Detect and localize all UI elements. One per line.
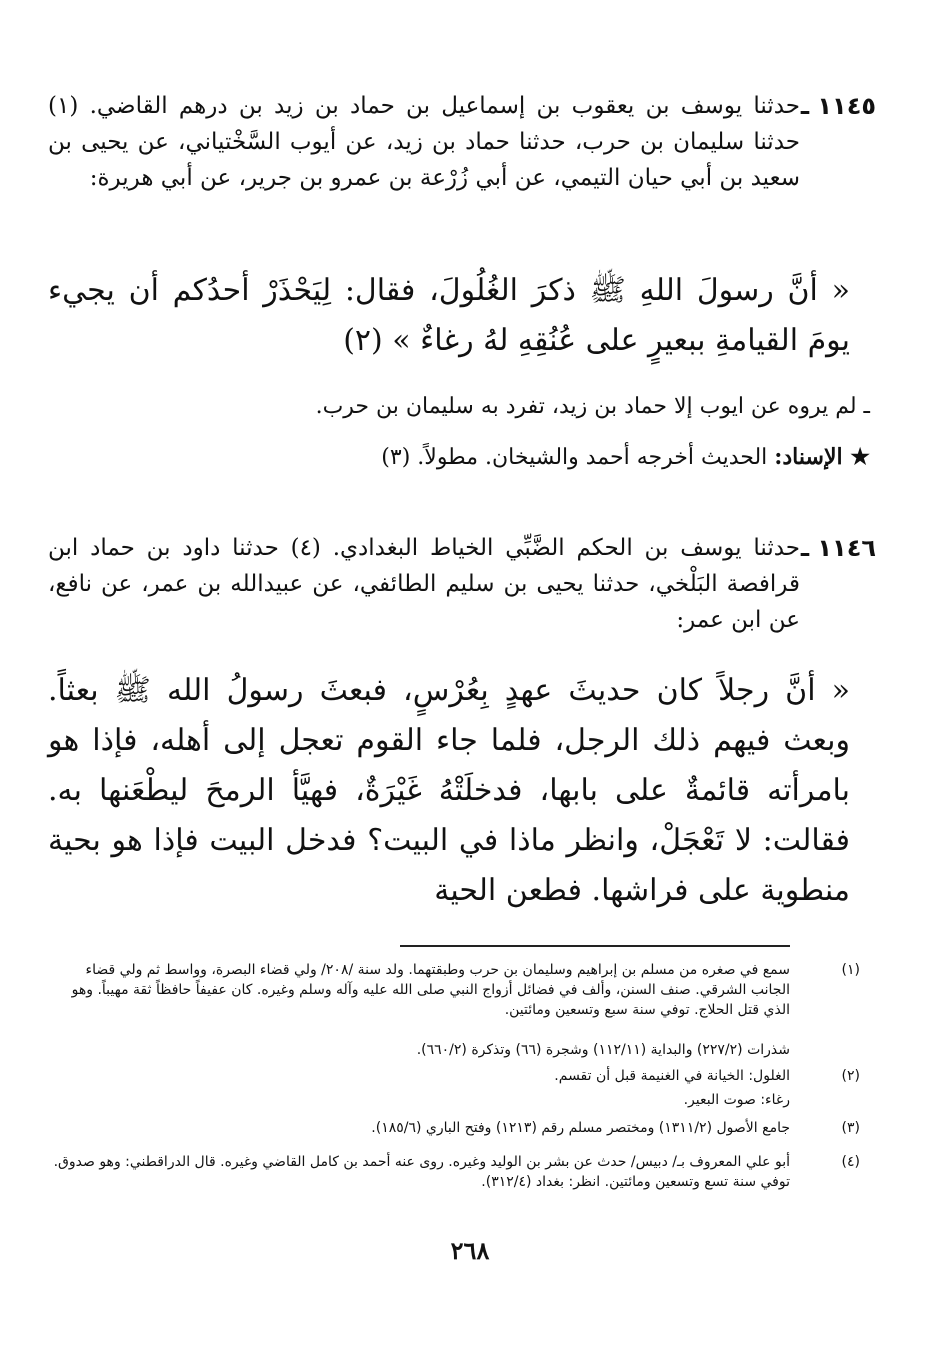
hadith-isnad: حدثنا يوسف بن يعقوب بن إسماعيل بن حماد بن زيد بن درهم القاضي. (١) حدثنا سليمان بن حرب، حدثنا حماد بن زيد، عن أيوب السَّخْتياني، عن يحيى بن سعيد بن أبي حيان التيمي، عن أبي زُرْعة بن عمرو بن جرير، عن أبي هريرة: [48, 93, 800, 191]
page-number: ٢٦٨ [450, 1236, 490, 1265]
footnote-text: جامع الأصول (١٣١١/٢) ومختصر مسلم رقم (١٢١٣) وفتح الباري (١٨٥/٦). [371, 1120, 790, 1136]
hadith-number: ١١٤٦ ـ [800, 534, 876, 562]
footnote-number: (٤) [841, 1154, 860, 1170]
hadith-matn: « أنَّ رجلاً كان حديثَ عهدٍ بِعُرْسٍ، فبعثَ رسولُ الله ﷺ بعثاً. وبعث فيهم ذلك الرجل، فلما جاء القوم تعجل إلى أهله، فإذا هو بامرأته قائمةٌ على بابها، فدخلَتْهُ غَيْرَةٌ، فهيَّأ الرمحَ ليطْعَنها به. فقالت: لا تَعْجَلْ، وانظر ماذا في البيت؟ فدخل البيت فإذا هو بحية منطوية على فراشها. فطعن الحية [48, 673, 850, 908]
footnote-number: (٣) [841, 1120, 860, 1136]
isnad-label: ★ الإسناد: [774, 444, 870, 470]
footnote-text: الغلول: الخيانة في الغنيمة قبل أن تقسم. [554, 1068, 790, 1084]
hadith-isnad: حدثنا يوسف بن الحكم الضَّبِّي الخياط البغدادي. (٤) حدثنا داود بن حماد ابن قرافصة البَلْخي، حدثنا يحيى بن سليم الطائفي، عن عبيدالله بن عمر، عن نافع، عن ابن عمر: [48, 535, 801, 633]
footnote-divider [400, 945, 790, 947]
hadith-note: ـ لم يروه عن ايوب إلا حماد بن زيد، تفرد به سليمان بن حرب. [315, 394, 870, 419]
isnad-grading-text: الحديث أخرجه أحمد والشيخان. مطولاً. (٣) [381, 445, 768, 470]
footnote-text: شذرات (٢٢٧/٢) والبداية (١١٢/١١) وشجرة (٦٦) وتذكرة (٦٦٠/٢). [416, 1042, 790, 1058]
isnad-grading [48, 438, 870, 477]
hadith-matn: « أنَّ رسولَ اللهِ ﷺ ذكرَ الغُلُولَ، فقال: لِيَحْذَرْ أحدُكم أن يجيء يومَ القيامةِ ببعيرٍ على عُنُقِهِ لهُ رغاءٌ » (٢) [48, 273, 850, 358]
footnote-text: سمع في صغره من مسلم بن إبراهيم وسليمان بن حرب وطبقتهما. ولد سنة /٢٠٨/ ولي قضاء البصرة، وواسط ثم ولي قضاء الجانب الشرقي. صنف السنن، وألف في فضائل أزواج النبي صلى الله عليه وآله وسلم وغيره. كان عفيفاً حافظاً ثقة مهيباً. وهو الذي قتل الحلاج. توفي سنة سبع وتسعين ومائتين. [71, 962, 790, 1018]
footnote-number: (١) [841, 962, 860, 978]
footnote-text: رغاء: صوت البعير. [683, 1092, 790, 1108]
hadith-number: ١١٤٥ ـ [800, 92, 876, 120]
footnote-number: (٢) [841, 1068, 860, 1084]
footnote-text: أبو علي المعروف بـ/ دبيس/ حدث عن بشر بن الوليد وغيره. روى عنه أحمد بن كامل القاضي وغيره. قال الدراقطني: وهو صدوق. توفي سنة تسع وتسعين ومائتين. انظر: بغداد (٣١٢/٤). [53, 1154, 790, 1190]
